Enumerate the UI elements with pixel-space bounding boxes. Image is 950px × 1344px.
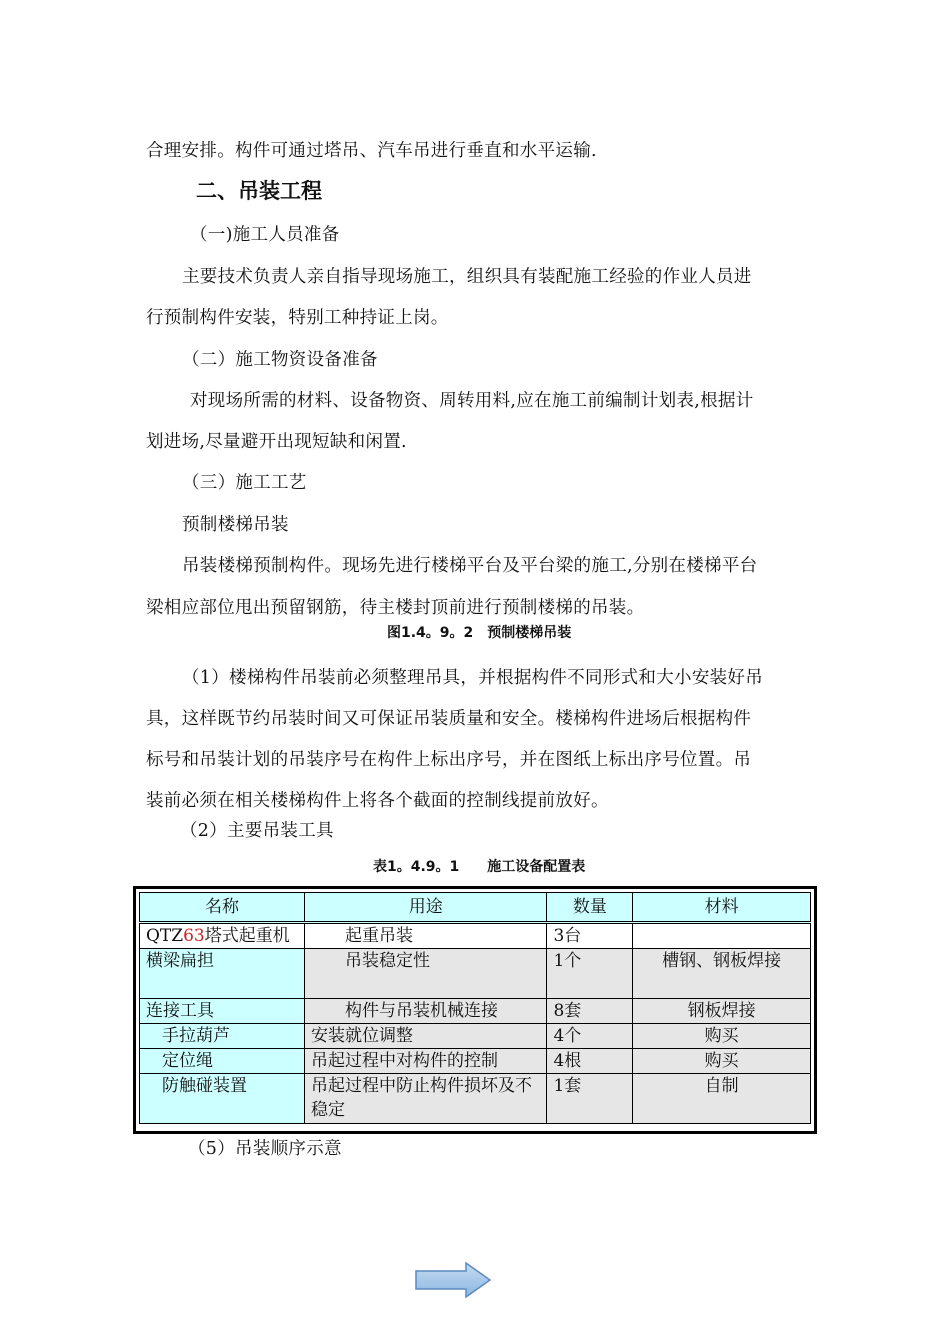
cell-use: 吊装稳定性 — [304, 949, 546, 999]
header-material: 材料 — [633, 893, 811, 923]
header-qty: 数量 — [547, 893, 633, 923]
cell-material: 自制 — [633, 1074, 811, 1124]
table-caption: 表1。4.9。1 施工设备配置表 — [373, 859, 586, 875]
cell-material: 购买 — [633, 1024, 811, 1049]
cell-use: 吊起过程中防止构件损坏及不稳定 — [304, 1074, 546, 1124]
paragraph-5-line1: （1）楼梯构件吊装前必须整理吊具，并根据构件不同形式和大小安装好吊 — [182, 668, 764, 688]
table-row — [140, 1024, 811, 1049]
paragraph-5-line2: 具，这样既节约吊装时间又可保证吊装质量和安全。楼梯构件进场后根据构件 — [146, 709, 752, 729]
cell-use: 起重吊装 — [304, 923, 546, 949]
right-arrow-icon — [414, 1260, 494, 1300]
header-use: 用途 — [304, 893, 546, 923]
cell-qty: 3台 — [547, 923, 633, 949]
equipment-table — [133, 886, 817, 1134]
cell-qty: 8套 — [547, 999, 633, 1024]
cell-qty: 1套 — [547, 1074, 633, 1124]
paragraph-4-line1: 吊装楼梯预制构件。现场先进行楼梯平台及平台梁的施工,分别在楼梯平台 — [182, 556, 758, 576]
subheading-tools: （2）主要吊装工具 — [180, 821, 334, 841]
table-header-row — [140, 893, 811, 923]
cell-qty: 4个 — [547, 1024, 633, 1049]
table-row — [140, 999, 811, 1024]
cell-use: 安装就位调整 — [304, 1024, 546, 1049]
paragraph-5-line3: 标号和吊装计划的吊装序号在构件上标出序号，并在图纸上标出序号位置。吊 — [146, 750, 752, 770]
paragraph-2-line1: 主要技术负责人亲自指导现场施工，组织具有装配施工经验的作业人员进 — [182, 267, 752, 287]
cell-name: 防触碰装置 — [140, 1074, 305, 1124]
table-row — [140, 1074, 811, 1124]
cell-material: 购买 — [633, 1049, 811, 1074]
cell-qty: 1个 — [547, 949, 633, 999]
table-row — [140, 923, 811, 949]
paragraph-1: 合理安排。构件可通过塔吊、汽车吊进行垂直和水平运输. — [146, 141, 597, 161]
cell-qty: 4根 — [547, 1049, 633, 1074]
cell-material — [633, 923, 811, 949]
table-row — [140, 1049, 811, 1074]
paragraph-4-line2: 梁相应部位甩出预留钢筋，待主楼封顶前进行预制楼梯的吊装。 — [146, 598, 645, 618]
cell-material: 钢板焊接 — [633, 999, 811, 1024]
cell-name: 手拉葫芦 — [140, 1024, 305, 1049]
subheading-stair-lifting: 预制楼梯吊装 — [182, 515, 289, 535]
paragraph-3-line2: 划进场,尽量避开出现短缺和闲置. — [146, 432, 407, 452]
header-name: 名称 — [140, 893, 305, 923]
subheading-personnel: （一)施工人员准备 — [190, 225, 340, 245]
cell-name: 定位绳 — [140, 1049, 305, 1074]
subheading-materials: （二）施工物资设备准备 — [182, 350, 378, 370]
cell-name: QTZ63塔式起重机 — [140, 923, 305, 949]
cell-material: 槽钢、钢板焊接 — [633, 949, 811, 999]
section-heading-lifting: 二、吊装工程 — [196, 179, 322, 203]
cell-use: 吊起过程中对构件的控制 — [304, 1049, 546, 1074]
paragraph-5-line4: 装前必须在相关楼梯构件上将各个截面的控制线提前放好。 — [146, 791, 609, 811]
paragraph-3-line1: 对现场所需的材料、设备物资、周转用料,应在施工前编制计划表,根据计 — [190, 391, 754, 411]
cell-use: 构件与吊装机械连接 — [304, 999, 546, 1024]
figure-caption: 图1.4。9。2 预制楼梯吊装 — [387, 625, 572, 641]
subheading-sequence: （5）吊装顺序示意 — [188, 1139, 342, 1159]
subheading-process: （三）施工工艺 — [182, 473, 307, 493]
paragraph-2-line2: 行预制构件安装，特别工种持证上岗。 — [146, 308, 449, 328]
cell-name: 连接工具 — [140, 999, 305, 1024]
cell-name: 横梁扁担 — [140, 949, 305, 999]
table-row — [140, 949, 811, 999]
